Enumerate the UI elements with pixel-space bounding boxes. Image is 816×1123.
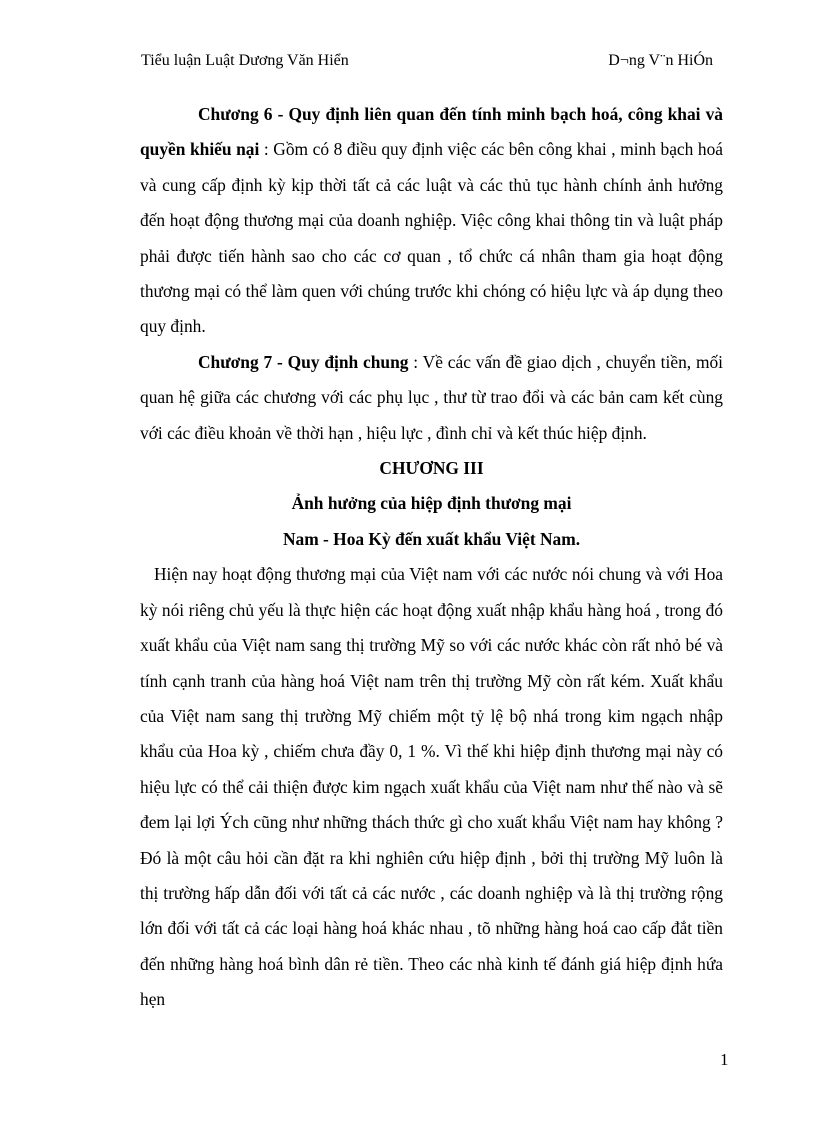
page-number: 1 (720, 1050, 729, 1069)
section-heading-number: CHƯƠNG III (379, 458, 484, 479)
page-header (141, 52, 721, 74)
chapter7-paragraph (140, 345, 723, 451)
chapter6-label: Chương 6 - Quy định liên quan đến tính minh bạch hoá, công khai và quyền khiếu nại (140, 104, 723, 160)
chapter6-text: : Gồm có 8 điều quy định việc các bên công khai , minh bạch hoá và cung cấp định kỳ kịp thời tất cả các luật và các thủ tục hành chính ảnh hưởng đến hoạt động thương mại của doanh nghiệp. Việc công khai thông tin và luật pháp phải được tiến hành sao cho các cơ quan , tổ chức cá nhân tham gia hoạt động thương mại có thể làm quen với chúng trước khi chóng có hiệu lực và áp dụng theo quy định. (140, 139, 723, 337)
header-title: Tiểu luận Luật Dương Văn Hiển (141, 52, 349, 69)
header-author: D¬ng V¨n HiÓn (608, 52, 713, 69)
section-heading-title-line1: Ảnh hưởng của hiệp định thương mại (291, 493, 572, 514)
chapter7-text: : Về các vấn đề giao dịch , chuyển tiền, mối quan hệ giữa các chương với các phụ lục , thư từ trao đổi và các bản cam kết cùng với các điều khoản về thời hạn , hiệu lực , đình chỉ và kết thúc hiệp định. (140, 351, 723, 443)
chapter7-label: Chương 7 - Quy định chung (198, 351, 409, 372)
document-body (140, 97, 723, 1018)
chapter6-paragraph (140, 97, 723, 345)
main-paragraph: Hiện nay hoạt động thương mại của Việt nam với các nước nói chung và với Hoa kỳ nói riêng chủ yếu là thực hiện các hoạt động xuất nhập khẩu hàng hoá , trong đó xuất khẩu của Việt nam sang thị trường Mỹ so với các nước khác còn rất nhỏ bé và tính cạnh tranh của hàng hoá Việt nam trên thị trường Mỹ còn rất kém. Xuất khẩu của Việt nam sang thị trường Mỹ chiếm một tỷ lệ bộ nhá trong kim ngạch nhập khẩu của Hoa kỳ , chiếm chưa đầy 0, 1 %. Vì thế khi hiệp định thương mại này có hiệu lực có thể cải thiện được kim ngạch xuất khẩu của Việt nam như thế nào và sẽ đem lại lợi Ých cũng như những thách thức gì cho xuất khẩu Việt nam hay không ? Đó là một câu hỏi cần đặt ra khi nghiên cứu hiệp định , bởi thị trường Mỹ luôn là thị trường hấp dẫn đối với tất cả các nước , các doanh nghiệp và là thị trường rộng lớn đối với tất cả các loại hàng hoá khác nhau , tõ những hàng hoá cao cấp đắt tiền đến những hàng hoá bình dân rẻ tiền. Theo các nhà kinh tế đánh giá hiệp định hứa hẹn (140, 564, 723, 1010)
section-heading-title-line2: Nam - Hoa Kỳ đến xuất khẩu Việt Nam. (282, 528, 581, 549)
